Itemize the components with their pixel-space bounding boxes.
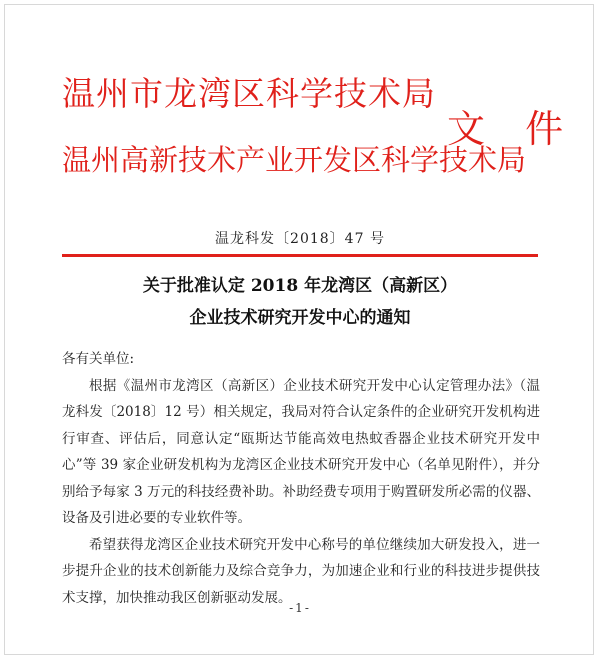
page-number: -1- [289, 601, 311, 615]
document-type-label: 文 件 [447, 107, 578, 151]
body-paragraph-2: 希望获得龙湾区企业技术研究开发中心称号的单位继续加大研发投入，进一步提升企业的技术创新能力及综合竞争力，为加速企业和行业的科技进步提供技术支撑，加快推动我区创新驱动发展。 [62, 536, 540, 606]
body-paragraph-1: 根据《温州市龙湾区（高新区）企业技术研究开发中心认定管理办法》（温龙科发〔2018〕12 号）相关规定，我局对符合认定条件的企业研究开发机构进行审查、评估后，同意认定“瓯斯达节能高效电热蚊香器企业技术研究开发中心”等 39 家企业研发机构为龙湾区企业技术研究开发中心（名单见附件），并分别给予每家 3 万元的科技经费补助。补助经费专项用于购置研发所必需的仪器、设备及引进必要的专业软件等。 [62, 377, 540, 526]
title-line-2: 企业技术研究开发中心的通知 [189, 308, 411, 328]
issuing-org-2: 温州高新技术产业开发区科学技术局 [62, 143, 527, 177]
document-header [62, 68, 578, 198]
issuing-org-1: 温州市龙湾区科学技术局 [62, 74, 436, 113]
notice-title [0, 270, 600, 334]
red-divider-line [62, 254, 538, 257]
salutation: 各有关单位: [62, 351, 135, 367]
title-line-1: 关于批准认定 2018 年龙湾区（高新区） [142, 276, 458, 296]
document-number: 温龙科发〔2018〕47 号 [215, 231, 385, 247]
notice-body [62, 346, 540, 611]
